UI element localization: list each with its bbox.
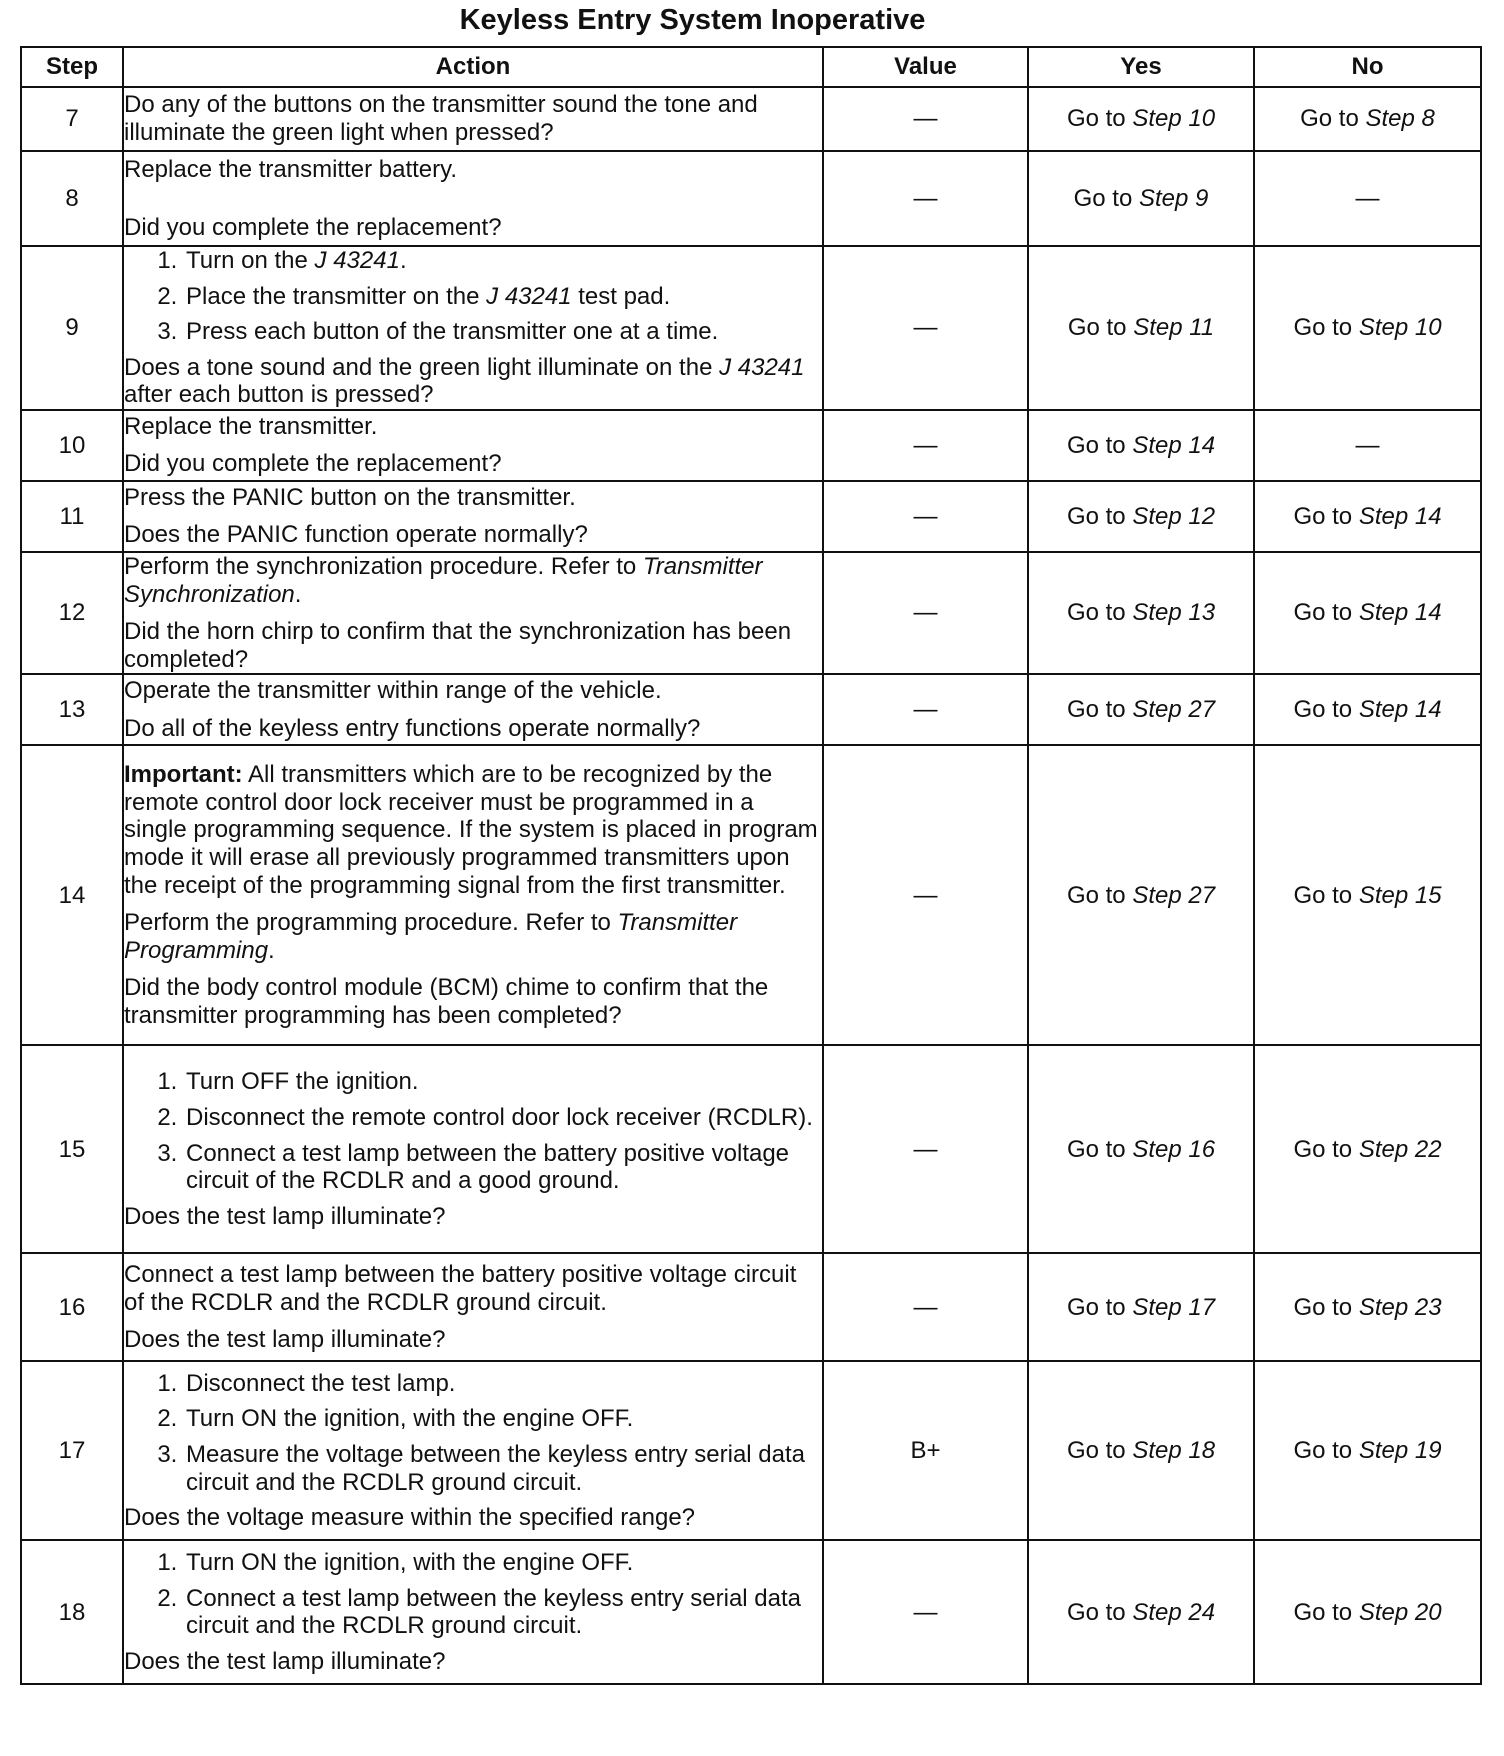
yes-step-link[interactable]: Step 11 (1133, 314, 1215, 342)
go-to-label: Go to (1066, 105, 1126, 133)
no-step-link[interactable]: Step 22 (1358, 1135, 1442, 1163)
value-cell: — (823, 410, 1028, 481)
yes-step-link[interactable]: Step 14 (1132, 431, 1216, 459)
action-cell (123, 745, 823, 1045)
yes-cell (1028, 552, 1254, 674)
yes-cell (1028, 87, 1254, 151)
go-to-label: Go to (1066, 1437, 1126, 1465)
list-item: 1. Turn on the J 43241. (184, 247, 822, 275)
action-question: Does the voltage measure within the specified range? (124, 1504, 696, 1532)
step-number: 7 (21, 87, 123, 151)
step-number: 9 (21, 246, 123, 410)
go-to-label: Go to (1066, 502, 1126, 530)
yes-cell (1028, 1253, 1254, 1361)
list-item: 1. Disconnect the test lamp. (184, 1370, 822, 1398)
table-row (21, 481, 1481, 552)
action-cell (123, 87, 823, 151)
list-item: 3. Measure the voltage between the keyless entry serial data circuit and the RCDLR ground circuit. (184, 1441, 822, 1496)
action-question: Do any of the buttons on the transmitter sound the tone and illuminate the green light when pressed? (124, 91, 758, 146)
action-question: Does the test lamp illuminate? (124, 1326, 446, 1354)
no-cell: — (1254, 410, 1481, 481)
tool-ref: J 43241 (314, 247, 400, 274)
no-cell: — (1254, 151, 1481, 246)
no-step-link[interactable]: Step 14 (1358, 599, 1442, 627)
yes-cell (1028, 151, 1254, 246)
no-cell (1254, 481, 1481, 552)
list-item: 3. Connect a test lamp between the battery positive voltage circuit of the RCDLR and a good ground. (184, 1140, 822, 1195)
table-row (21, 410, 1481, 481)
table-row (21, 87, 1481, 151)
action-instruction: Operate the transmitter within range of the vehicle. (124, 677, 662, 705)
action-steps (124, 1370, 822, 1496)
action-question: Did you complete the replacement? (124, 213, 502, 241)
go-to-label: Go to (1073, 184, 1133, 212)
value-cell: — (823, 1253, 1028, 1361)
action-cell (123, 151, 823, 246)
go-to-label: Go to (1066, 1135, 1126, 1163)
table-row (21, 1540, 1481, 1684)
no-cell (1254, 1253, 1481, 1361)
action-steps (124, 247, 822, 346)
action-instruction: Replace the transmitter battery. (124, 155, 458, 183)
yes-cell (1028, 1540, 1254, 1684)
list-item: 1. Turn OFF the ignition. (184, 1068, 822, 1096)
diagnostic-table (20, 46, 1482, 1685)
action-cell (123, 1253, 823, 1361)
action-question: Does the test lamp illuminate? (124, 1647, 446, 1675)
action-question: Does the test lamp illuminate? (124, 1202, 446, 1230)
list-item: 2. Turn ON the ignition, with the engine OFF. (184, 1405, 822, 1433)
go-to-label: Go to (1300, 105, 1359, 133)
no-step-link[interactable]: Step 14 (1358, 696, 1442, 724)
yes-step-link[interactable]: Step 24 (1132, 1598, 1216, 1626)
go-to-label: Go to (1066, 1293, 1126, 1321)
no-cell (1254, 87, 1481, 151)
go-to-label: Go to (1293, 502, 1353, 530)
value-cell: — (823, 481, 1028, 552)
list-item: 2. Connect a test lamp between the keyless entry serial data circuit and the RCDLR ground circuit. (184, 1585, 822, 1640)
action-question: Did you complete the replacement? (124, 450, 502, 478)
step-number: 15 (21, 1045, 123, 1253)
step-number: 14 (21, 745, 123, 1045)
table-row (21, 674, 1481, 745)
yes-cell (1028, 745, 1254, 1045)
header-no: No (1254, 47, 1481, 87)
list-item: 3. Press each button of the transmitter one at a time. (184, 318, 822, 346)
no-step-link[interactable]: Step 15 (1358, 881, 1442, 909)
header-row (21, 47, 1481, 87)
step-number: 8 (21, 151, 123, 246)
step-number: 18 (21, 1540, 123, 1684)
yes-step-link[interactable]: Step 27 (1132, 881, 1216, 909)
yes-cell (1028, 674, 1254, 745)
value-cell: — (823, 151, 1028, 246)
yes-cell (1028, 410, 1254, 481)
yes-step-link[interactable]: Step 17 (1132, 1293, 1216, 1321)
action-cell (123, 410, 823, 481)
value-cell: — (823, 674, 1028, 745)
list-item: 2. Place the transmitter on the J 43241 test pad. (184, 283, 822, 311)
table-row (21, 1045, 1481, 1253)
no-step-link[interactable]: Step 20 (1358, 1598, 1442, 1626)
action-question: Does a tone sound and the green light illuminate on the J 43241 after each button is pressed? (124, 353, 805, 409)
action-cell (123, 246, 823, 410)
step-number: 12 (21, 552, 123, 674)
yes-cell (1028, 481, 1254, 552)
header-step: Step (21, 47, 123, 87)
yes-step-link[interactable]: Step 16 (1132, 1135, 1216, 1163)
action-question: Does the PANIC function operate normally? (124, 521, 588, 549)
action-steps (124, 1068, 822, 1194)
yes-step-link[interactable]: Step 12 (1132, 502, 1216, 530)
page-title: Keyless Entry System Inoperative (459, 4, 926, 36)
value-cell: — (823, 552, 1028, 674)
action-cell (123, 674, 823, 745)
no-cell (1254, 745, 1481, 1045)
no-cell (1254, 552, 1481, 674)
value-cell: — (823, 745, 1028, 1045)
go-to-label: Go to (1066, 1598, 1126, 1626)
table-row (21, 1253, 1481, 1361)
action-cell (123, 1045, 823, 1253)
go-to-label: Go to (1066, 881, 1126, 909)
table-row (21, 552, 1481, 674)
go-to-label: Go to (1066, 599, 1126, 627)
header-value: Value (823, 47, 1028, 87)
go-to-label: Go to (1067, 314, 1127, 342)
go-to-label: Go to (1293, 1135, 1353, 1163)
action-question: Do all of the keyless entry functions operate normally? (124, 714, 701, 742)
yes-step-link[interactable]: Step 27 (1132, 696, 1216, 724)
go-to-label: Go to (1293, 696, 1353, 724)
value-cell: B+ (823, 1361, 1028, 1540)
go-to-label: Go to (1293, 314, 1353, 342)
go-to-label: Go to (1293, 1293, 1353, 1321)
procedure-ref[interactable]: Transmitter Synchronization (124, 552, 763, 608)
header-action: Action (123, 47, 823, 87)
value-cell: — (823, 1045, 1028, 1253)
tool-ref: J 43241 (719, 353, 805, 381)
action-instruction: Replace the transmitter. (124, 412, 378, 440)
step-number: 11 (21, 481, 123, 552)
action-cell (123, 1540, 823, 1684)
header-yes: Yes (1028, 47, 1254, 87)
go-to-label: Go to (1293, 881, 1353, 909)
action-instruction: Press the PANIC button on the transmitter. (124, 483, 576, 511)
no-cell (1254, 1361, 1481, 1540)
value-cell: — (823, 246, 1028, 410)
yes-cell (1028, 246, 1254, 410)
table-row (21, 745, 1481, 1045)
important-note: Important: All transmitters which are to be recognized by the remote control door lock receiver must be programmed in a single programming sequence. If the system is placed in program mode it will erase all previously programmed transmitters upon the receipt of the programming signal from the first transmitter. (124, 761, 818, 899)
action-question: Did the body control module (BCM) chime to confirm that the transmitter programming has been completed? (124, 974, 769, 1029)
list-item: 2. Disconnect the remote control door lock receiver (RCDLR). (184, 1104, 822, 1132)
action-steps (124, 1549, 822, 1640)
action-cell (123, 552, 823, 674)
step-number: 13 (21, 674, 123, 745)
go-to-label: Go to (1066, 696, 1126, 724)
yes-cell (1028, 1361, 1254, 1540)
step-number: 17 (21, 1361, 123, 1540)
important-label: Important: (124, 761, 243, 789)
no-cell (1254, 674, 1481, 745)
yes-step-link[interactable]: Step 13 (1132, 599, 1216, 627)
no-step-link[interactable]: Step 8 (1365, 105, 1435, 133)
step-number: 10 (21, 410, 123, 481)
no-cell (1254, 246, 1481, 410)
go-to-label: Go to (1293, 599, 1353, 627)
action-instruction: Perform the programming procedure. Refer to Transmitter Programming. (124, 909, 738, 964)
action-cell (123, 481, 823, 552)
no-cell (1254, 1540, 1481, 1684)
action-question: Did the horn chirp to confirm that the synchronization has been completed? (124, 618, 792, 673)
yes-step-link[interactable]: Step 10 (1132, 105, 1216, 133)
step-number: 16 (21, 1253, 123, 1361)
no-step-link[interactable]: Step 14 (1358, 502, 1442, 530)
yes-step-link[interactable]: Step 9 (1138, 184, 1209, 212)
go-to-label: Go to (1066, 431, 1126, 459)
no-step-link[interactable]: Step 10 (1358, 314, 1442, 342)
table-row (21, 151, 1481, 246)
table-row (21, 1361, 1481, 1540)
value-cell: — (823, 87, 1028, 151)
go-to-label: Go to (1293, 1437, 1353, 1465)
no-step-link[interactable]: Step 19 (1358, 1437, 1442, 1465)
table-row (21, 246, 1481, 410)
action-instruction: Connect a test lamp between the battery positive voltage circuit of the RCDLR and the RCDLR ground circuit. (124, 1260, 797, 1316)
procedure-ref[interactable]: Transmitter Programming (124, 909, 738, 964)
no-cell (1254, 1045, 1481, 1253)
tool-ref: J 43241 (486, 282, 572, 310)
value-cell: — (823, 1540, 1028, 1684)
list-item: 1. Turn ON the ignition, with the engine OFF. (184, 1549, 822, 1577)
yes-step-link[interactable]: Step 18 (1132, 1437, 1216, 1465)
action-cell (123, 1361, 823, 1540)
action-instruction: Perform the synchronization procedure. Refer to Transmitter Synchronization. (124, 552, 763, 608)
go-to-label: Go to (1293, 1598, 1353, 1626)
yes-cell (1028, 1045, 1254, 1253)
no-step-link[interactable]: Step 23 (1358, 1293, 1442, 1321)
